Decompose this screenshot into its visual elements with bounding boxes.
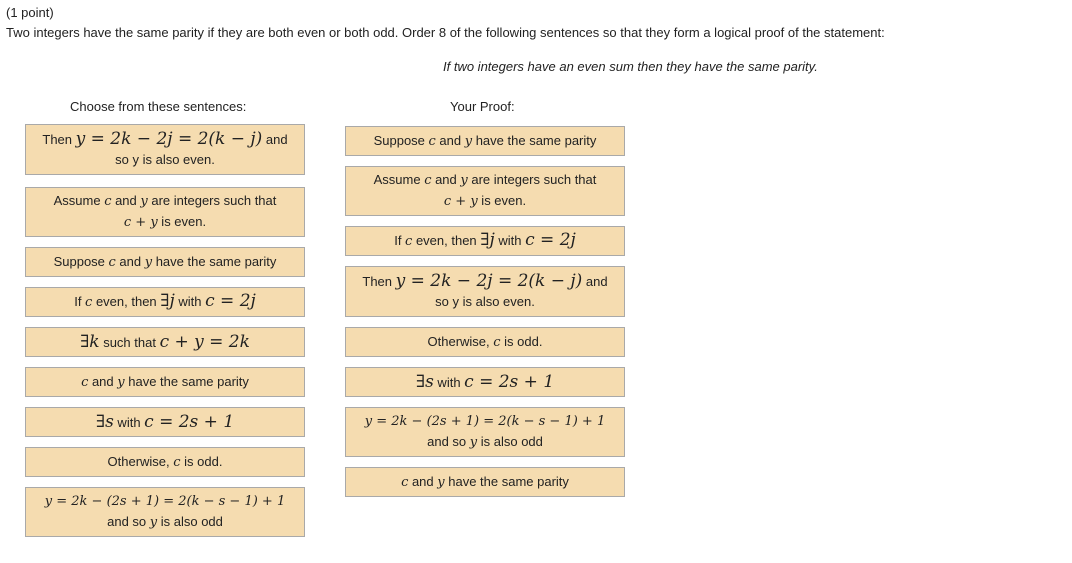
card-line — [45, 491, 285, 512]
math-expression: y = 2k − (2s + 1) = 2(k − s − 1) + 1 — [44, 494, 286, 509]
card-line: Then y = 2k − 2j = 2(k − j) and — [362, 271, 608, 291]
sentence-card-then-y-even[interactable] — [25, 124, 305, 175]
sentence-card-exists-k[interactable] — [25, 327, 305, 357]
sentence-card-assume[interactable] — [25, 187, 305, 237]
card-line: ∃k such that c + y = 2k — [80, 331, 250, 352]
math-expression: y = 2k − 2j = 2(k − j) — [395, 271, 583, 291]
card-line: Suppose c and y have the same parity — [373, 132, 597, 149]
card-line: If c even, then ∃j with c = 2j — [74, 291, 256, 311]
choose-sentences-header: Choose from these sentences: — [70, 99, 247, 114]
card-line: If c even, then ∃j with c = 2j — [394, 230, 576, 250]
proof-card-if-c-even[interactable] — [345, 226, 625, 256]
card-line: Otherwise, c is odd. — [427, 333, 543, 350]
sentence-card-y-odd[interactable] — [25, 487, 305, 537]
math-expression: y = 2k − 2j = 2(k − j) — [75, 129, 263, 149]
card-line: so y is also even. — [435, 294, 535, 309]
card-line: c and y have the same parity — [401, 473, 569, 490]
card-line: ∃s with c = 2s + 1 — [415, 371, 555, 392]
card-line: Assume c and y are integers such that — [53, 193, 277, 209]
card-line: ∃s with c = 2s + 1 — [95, 411, 235, 432]
proof-card-then-y-even[interactable] — [345, 266, 625, 317]
card-line — [365, 411, 605, 432]
card-line: c and y have the same parity — [81, 373, 249, 390]
sentence-card-if-c-even[interactable] — [25, 287, 305, 317]
statement-text: If two integers have an even sum then they have the same parity. — [443, 59, 818, 74]
sentence-card-otherwise[interactable] — [25, 447, 305, 477]
card-line: c + y is even. — [443, 193, 527, 209]
sentence-card-exists-s[interactable] — [25, 407, 305, 437]
proof-card-otherwise[interactable] — [345, 327, 625, 357]
card-line: Suppose c and y have the same parity — [53, 253, 277, 270]
card-line: Otherwise, c is odd. — [107, 453, 223, 470]
proof-card-exists-s[interactable] — [345, 367, 625, 397]
card-line: Then y = 2k − 2j = 2(k − j) and — [42, 129, 288, 149]
math-expression: y = 2k − (2s + 1) = 2(k − s − 1) + 1 — [364, 414, 606, 429]
points-label: (1 point) — [6, 5, 54, 20]
card-line: Assume c and y are integers such that — [373, 172, 597, 188]
sentence-card-same-parity[interactable] — [25, 367, 305, 397]
card-line: and so y is also odd — [107, 514, 223, 530]
proof-card-same-parity[interactable] — [345, 467, 625, 497]
proof-card-suppose-same-parity[interactable] — [345, 126, 625, 156]
your-proof-header: Your Proof: — [450, 99, 515, 114]
card-line: so y is also even. — [115, 152, 215, 167]
instructions-text: Two integers have the same parity if they are both even or both odd. Order 8 of the following sentences so that they form a logical proof of the statement: — [6, 25, 885, 40]
sentence-card-suppose-same-parity[interactable] — [25, 247, 305, 277]
proof-card-y-odd[interactable] — [345, 407, 625, 457]
proof-card-assume[interactable] — [345, 166, 625, 216]
card-line: and so y is also odd — [427, 434, 543, 450]
card-line: c + y is even. — [123, 214, 207, 230]
